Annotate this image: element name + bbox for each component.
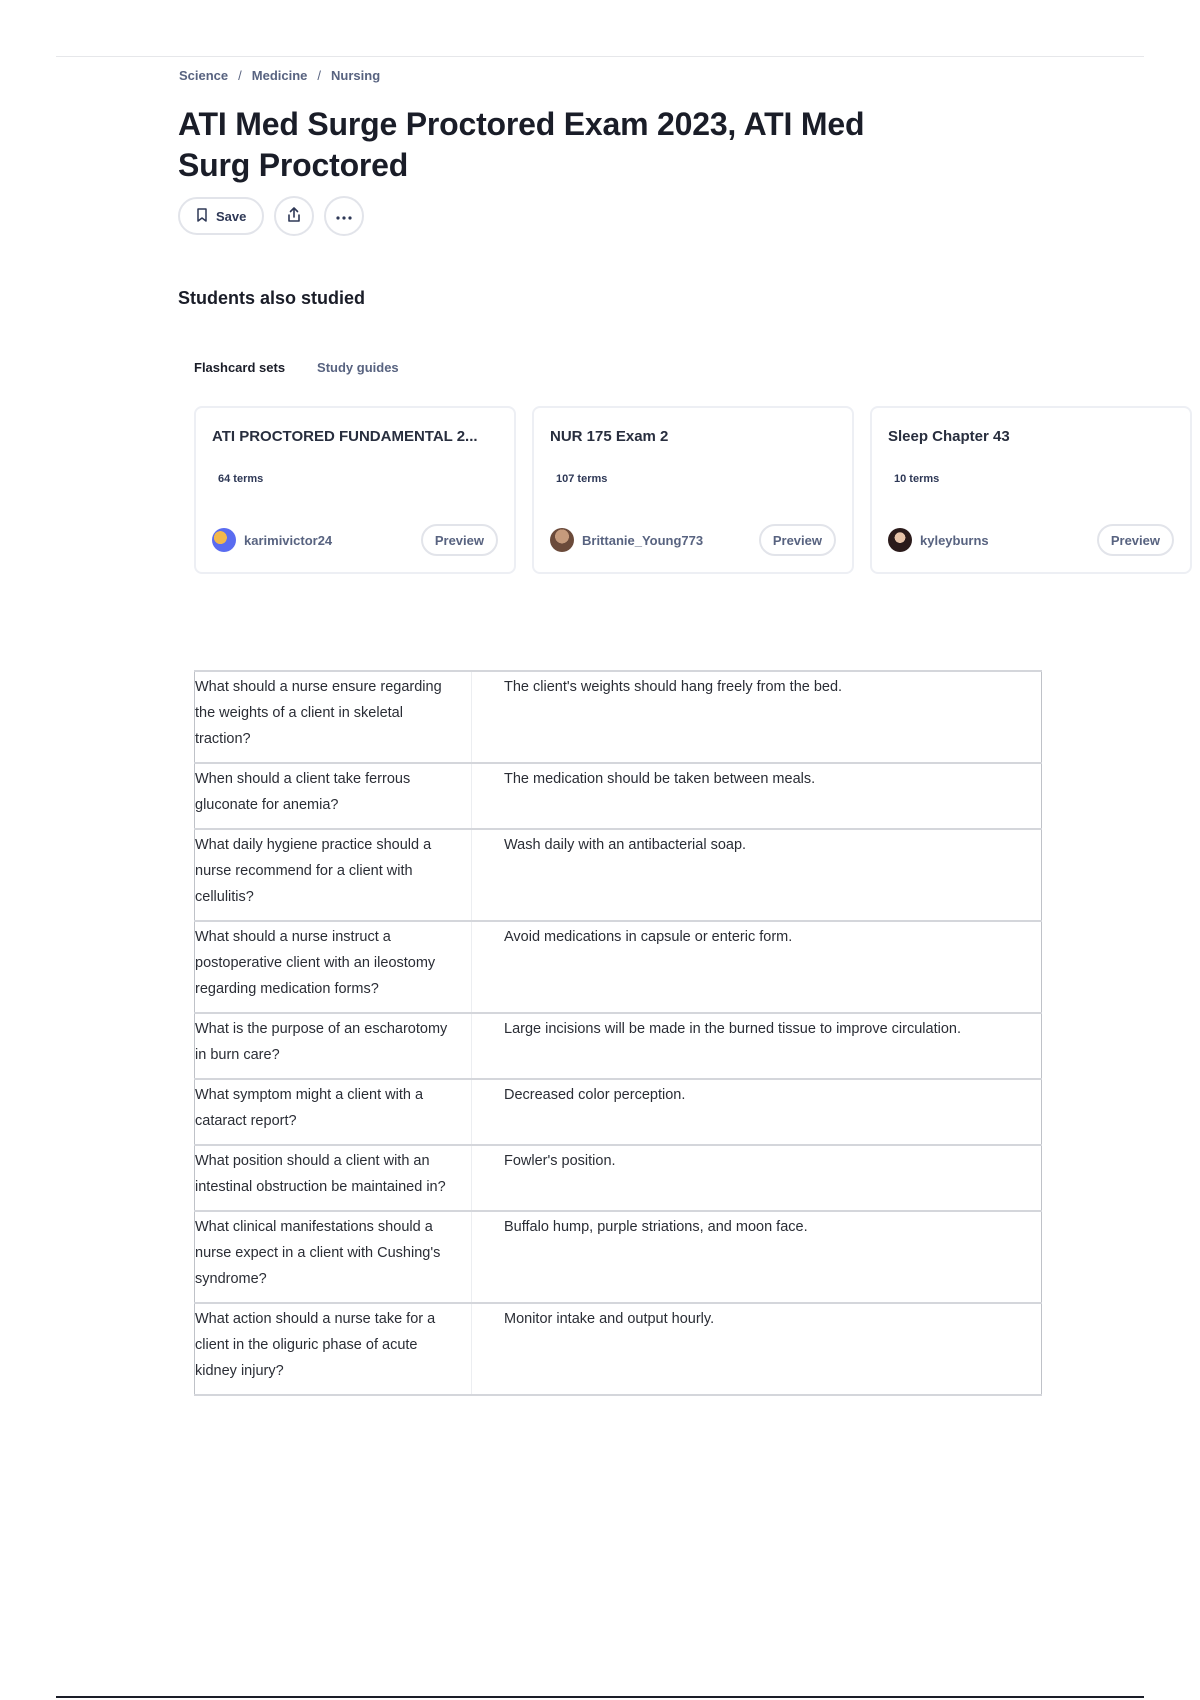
term-question: What action should a nurse take for a client in the oliguric phase of acute kidney injury? [195, 1303, 472, 1395]
related-set-card[interactable] [194, 406, 516, 574]
page-title: ATI Med Surge Proctored Exam 2023, ATI Med Surg Proctored [178, 106, 865, 183]
table-row [195, 1303, 1042, 1395]
term-answer: The client's weights should hang freely from the bed. [472, 671, 1042, 763]
term-question: What daily hygiene practice should a nurse recommend for a client with cellulitis? [195, 829, 472, 921]
card-author[interactable] [212, 528, 332, 552]
table-row [195, 1079, 1042, 1145]
table-row [195, 1013, 1042, 1079]
preview-button[interactable]: Preview [1097, 524, 1174, 556]
term-question: What position should a client with an intestinal obstruction be maintained in? [195, 1145, 472, 1211]
related-sets-carousel [194, 406, 1160, 576]
card-terms-count: 10 terms [888, 471, 945, 487]
set-actions [178, 196, 364, 236]
card-title: Sleep Chapter 43 [888, 428, 1010, 445]
term-answer: Buffalo hump, purple striations, and moon face. [472, 1211, 1042, 1303]
card-title: NUR 175 Exam 2 [550, 428, 669, 445]
bottom-divider [56, 1696, 1144, 1698]
table-row [195, 763, 1042, 829]
term-question: What should a nurse ensure regarding the weights of a client in skeletal traction? [195, 671, 472, 763]
term-question: What should a nurse instruct a postoperative client with an ileostomy regarding medication forms? [195, 921, 472, 1013]
term-question: What is the purpose of an escharotomy in burn care? [195, 1013, 472, 1079]
term-answer: Monitor intake and output hourly. [472, 1303, 1042, 1395]
card-footer [212, 524, 498, 556]
author-name: karimivictor24 [244, 532, 333, 548]
preview-button[interactable]: Preview [421, 524, 498, 556]
table-row [195, 1211, 1042, 1303]
avatar [550, 528, 574, 552]
tab-study-guides[interactable]: Study guides [317, 360, 399, 375]
related-set-card[interactable] [870, 406, 1192, 574]
card-author[interactable] [888, 528, 989, 552]
related-tabs [194, 360, 399, 375]
save-label: Save [216, 208, 247, 224]
card-title: ATI PROCTORED FUNDAMENTAL 2... [212, 428, 478, 445]
table-row [195, 1145, 1042, 1211]
card-footer [550, 524, 836, 556]
avatar [888, 528, 912, 552]
bookmark-icon [196, 208, 208, 225]
breadcrumb-link-nursing[interactable]: Nursing [331, 68, 381, 83]
share-icon [285, 206, 303, 227]
students-also-studied-heading: Students also studied [178, 288, 366, 308]
more-options-icon [335, 209, 353, 224]
tab-flashcard-sets[interactable]: Flashcard sets [194, 360, 286, 375]
share-button[interactable] [274, 196, 314, 236]
related-set-card[interactable] [532, 406, 854, 574]
card-terms-count: 64 terms [212, 471, 269, 487]
top-divider [56, 56, 1144, 57]
avatar [212, 528, 236, 552]
card-footer [888, 524, 1174, 556]
term-answer: The medication should be taken between meals. [472, 763, 1042, 829]
author-name: kyleyburns [920, 532, 989, 548]
term-question: What clinical manifestations should a nurse expect in a client with Cushing's syndrome? [195, 1211, 472, 1303]
term-answer: Wash daily with an antibacterial soap. [472, 829, 1042, 921]
term-answer: Large incisions will be made in the burned tissue to improve circulation. [472, 1013, 1042, 1079]
breadcrumb-link-science[interactable]: Science [179, 68, 229, 83]
breadcrumb-link-medicine[interactable]: Medicine [251, 68, 308, 83]
term-answer: Fowler's position. [472, 1145, 1042, 1211]
author-name: Brittanie_Young773 [582, 532, 704, 548]
table-row [195, 921, 1042, 1013]
more-options-button[interactable] [324, 196, 364, 236]
term-answer: Decreased color perception. [472, 1079, 1042, 1145]
preview-button[interactable]: Preview [759, 524, 836, 556]
table-row [195, 671, 1042, 763]
breadcrumb [179, 68, 380, 83]
flashcard-terms-table [194, 670, 1042, 1396]
breadcrumb-separator: / [317, 68, 322, 83]
save-button[interactable] [178, 197, 264, 235]
term-question: When should a client take ferrous gluconate for anemia? [195, 763, 472, 829]
card-author[interactable] [550, 528, 703, 552]
term-question: What symptom might a client with a cataract report? [195, 1079, 472, 1145]
term-answer: Avoid medications in capsule or enteric form. [472, 921, 1042, 1013]
breadcrumb-separator: / [238, 68, 242, 83]
table-row [195, 829, 1042, 921]
card-terms-count: 107 terms [550, 471, 613, 487]
